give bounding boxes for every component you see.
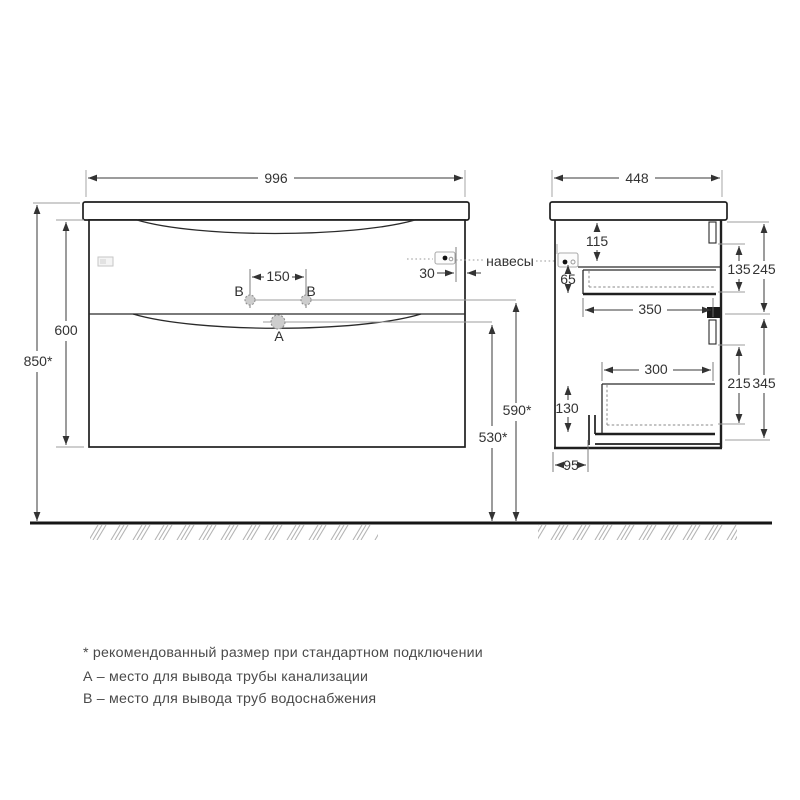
dim-side-depth bbox=[552, 170, 722, 197]
dim-drawer2-section bbox=[752, 319, 776, 438]
hanger-from-top-label: 115 bbox=[585, 233, 609, 249]
b-spacing-label: 150 bbox=[266, 268, 290, 284]
point-a-icon bbox=[271, 315, 285, 329]
point-b-label: B bbox=[306, 283, 316, 299]
dim-mount-height bbox=[24, 203, 80, 521]
cabinet-height-label: 600 bbox=[54, 322, 78, 338]
dim-bottom-recess bbox=[553, 440, 588, 473]
hanger-right-icon bbox=[435, 252, 455, 264]
note-point-b: В – место для вывода труб водоснабжения bbox=[83, 691, 377, 707]
drawer2-depth-label: 300 bbox=[644, 361, 668, 377]
dim-front-width bbox=[86, 170, 465, 197]
front-width-label: 996 bbox=[264, 170, 288, 186]
notes bbox=[83, 645, 483, 707]
drawer2-section-label: 345 bbox=[752, 375, 776, 391]
dim-right-extensions bbox=[718, 222, 770, 440]
note-recommended-size: * рекомендованный размер при стандартном подключении bbox=[83, 645, 483, 661]
dim-drawer1-section bbox=[752, 224, 776, 312]
dim-drawer1-depth bbox=[583, 298, 713, 317]
side-front-panel-bottom bbox=[709, 320, 716, 344]
point-a-label: A bbox=[274, 328, 284, 344]
water-height-label: 590* bbox=[502, 402, 532, 418]
side-front-panel-top bbox=[709, 222, 716, 243]
bottom-recess-label: 95 bbox=[563, 457, 579, 473]
hanger-left-icon bbox=[98, 257, 113, 266]
side-handle-profile bbox=[707, 307, 720, 318]
side-drawer1 bbox=[583, 270, 716, 294]
dim-drawer2-depth bbox=[602, 361, 713, 381]
dim-water-height bbox=[503, 303, 532, 521]
dim-hanger-from-top bbox=[586, 223, 609, 261]
dim-drawer2-inner bbox=[727, 347, 751, 423]
dim-drawer1-front bbox=[727, 246, 751, 291]
hanger-side-icon bbox=[557, 244, 578, 267]
drawer2-inner-label: 215 bbox=[727, 375, 751, 391]
side-drawer2 bbox=[595, 384, 715, 434]
note-point-a: А – место для вывода трубы канализации bbox=[83, 669, 369, 685]
mount-height-label: 850* bbox=[23, 353, 53, 369]
front-countertop bbox=[83, 202, 469, 220]
drawer2-front-label: 130 bbox=[555, 400, 579, 416]
ground-hatch-right bbox=[538, 525, 737, 540]
dim-hanger-to-drawer bbox=[560, 265, 576, 293]
dim-drawer2-front bbox=[555, 386, 579, 432]
hangers-label: навесы bbox=[486, 253, 534, 269]
side-depth-label: 448 bbox=[625, 170, 649, 186]
side-countertop bbox=[550, 202, 727, 220]
point-b-icon bbox=[245, 295, 255, 305]
drawer1-depth-label: 350 bbox=[638, 301, 662, 317]
drawer1-section-label: 245 bbox=[752, 261, 776, 277]
dim-cabinet-height bbox=[54, 220, 84, 447]
hanger-offset-label: 30 bbox=[419, 265, 435, 281]
ground bbox=[30, 523, 772, 540]
dim-drain-height bbox=[479, 325, 508, 521]
side-bottom-recess bbox=[589, 415, 721, 445]
hanger-to-drawer-label: 65 bbox=[560, 271, 576, 287]
drawer1-front-label: 135 bbox=[727, 261, 751, 277]
ground-hatch-left bbox=[90, 525, 378, 540]
drain-height-label: 530* bbox=[478, 429, 508, 445]
point-b-label: B bbox=[234, 283, 244, 299]
